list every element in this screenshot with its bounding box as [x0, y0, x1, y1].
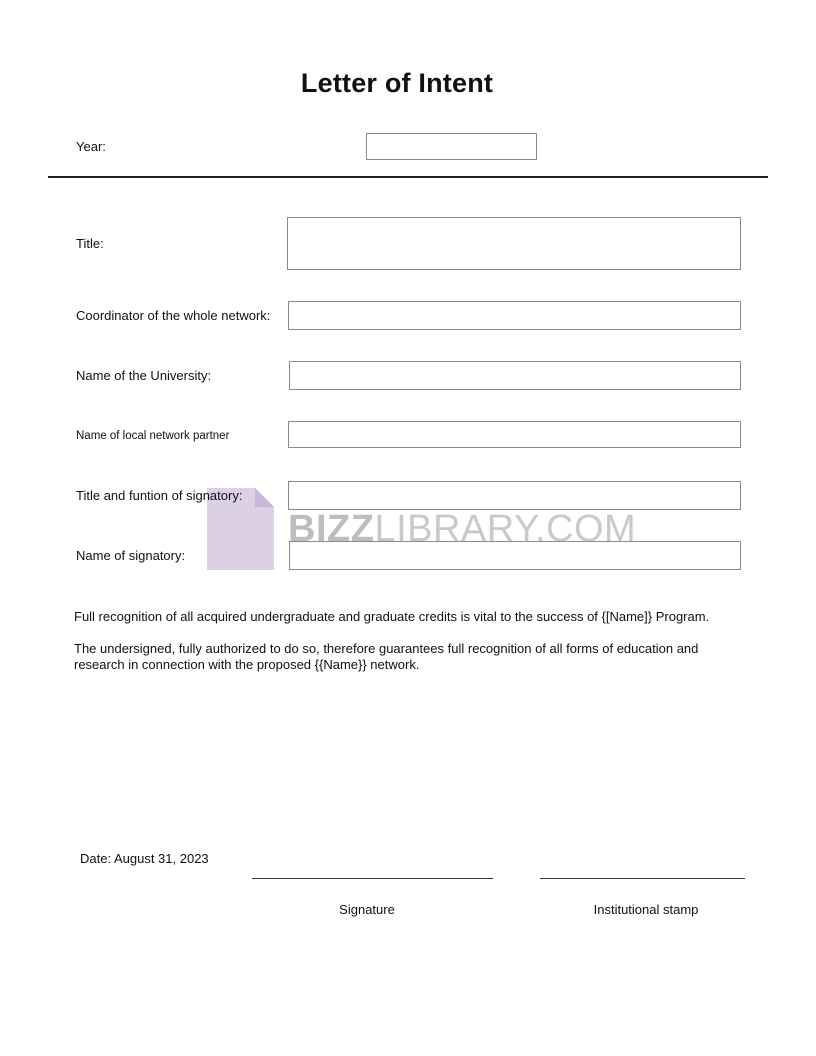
page-title: Letter of Intent [300, 68, 494, 98]
signature-line [252, 878, 493, 879]
watermark-bold: BIZZ [288, 508, 375, 550]
year-label: Year: [76, 139, 106, 154]
body-paragraph-2: The undersigned, fully authorized to do so, therefore guarantees full recognition of all forms of education and research in connection with the proposed {{Name}} network. [74, 641, 699, 672]
signatory-name-input[interactable] [289, 541, 741, 570]
field-label-university: Name of the University: [76, 368, 212, 383]
signature-caption: Signature [339, 902, 395, 917]
university-input[interactable] [289, 361, 741, 390]
field-label-signatory-title: Title and funtion of signatory: [76, 488, 243, 503]
signatory-title-input[interactable] [288, 481, 741, 510]
field-label-signatory-name: Name of signatory: [76, 548, 186, 563]
local-partner-input[interactable] [288, 421, 741, 448]
body-paragraph-1: Full recognition of all acquired undergraduate and graduate credits is vital to the success of {[Name]} Program. [74, 609, 710, 624]
watermark-light: LIBRARY.COM [374, 508, 637, 550]
field-label-title: Title: [76, 236, 104, 251]
year-input[interactable] [366, 133, 537, 160]
header-divider [48, 176, 768, 178]
stamp-line [540, 878, 745, 879]
coordinator-input[interactable] [288, 301, 741, 330]
date-text: Date: August 31, 2023 [80, 851, 209, 866]
title-input[interactable] [287, 217, 741, 270]
field-label-coordinator: Coordinator of the whole network: [76, 308, 271, 323]
field-label-local-partner: Name of local network partner [76, 430, 230, 442]
stamp-caption: Institutional stamp [593, 902, 699, 917]
